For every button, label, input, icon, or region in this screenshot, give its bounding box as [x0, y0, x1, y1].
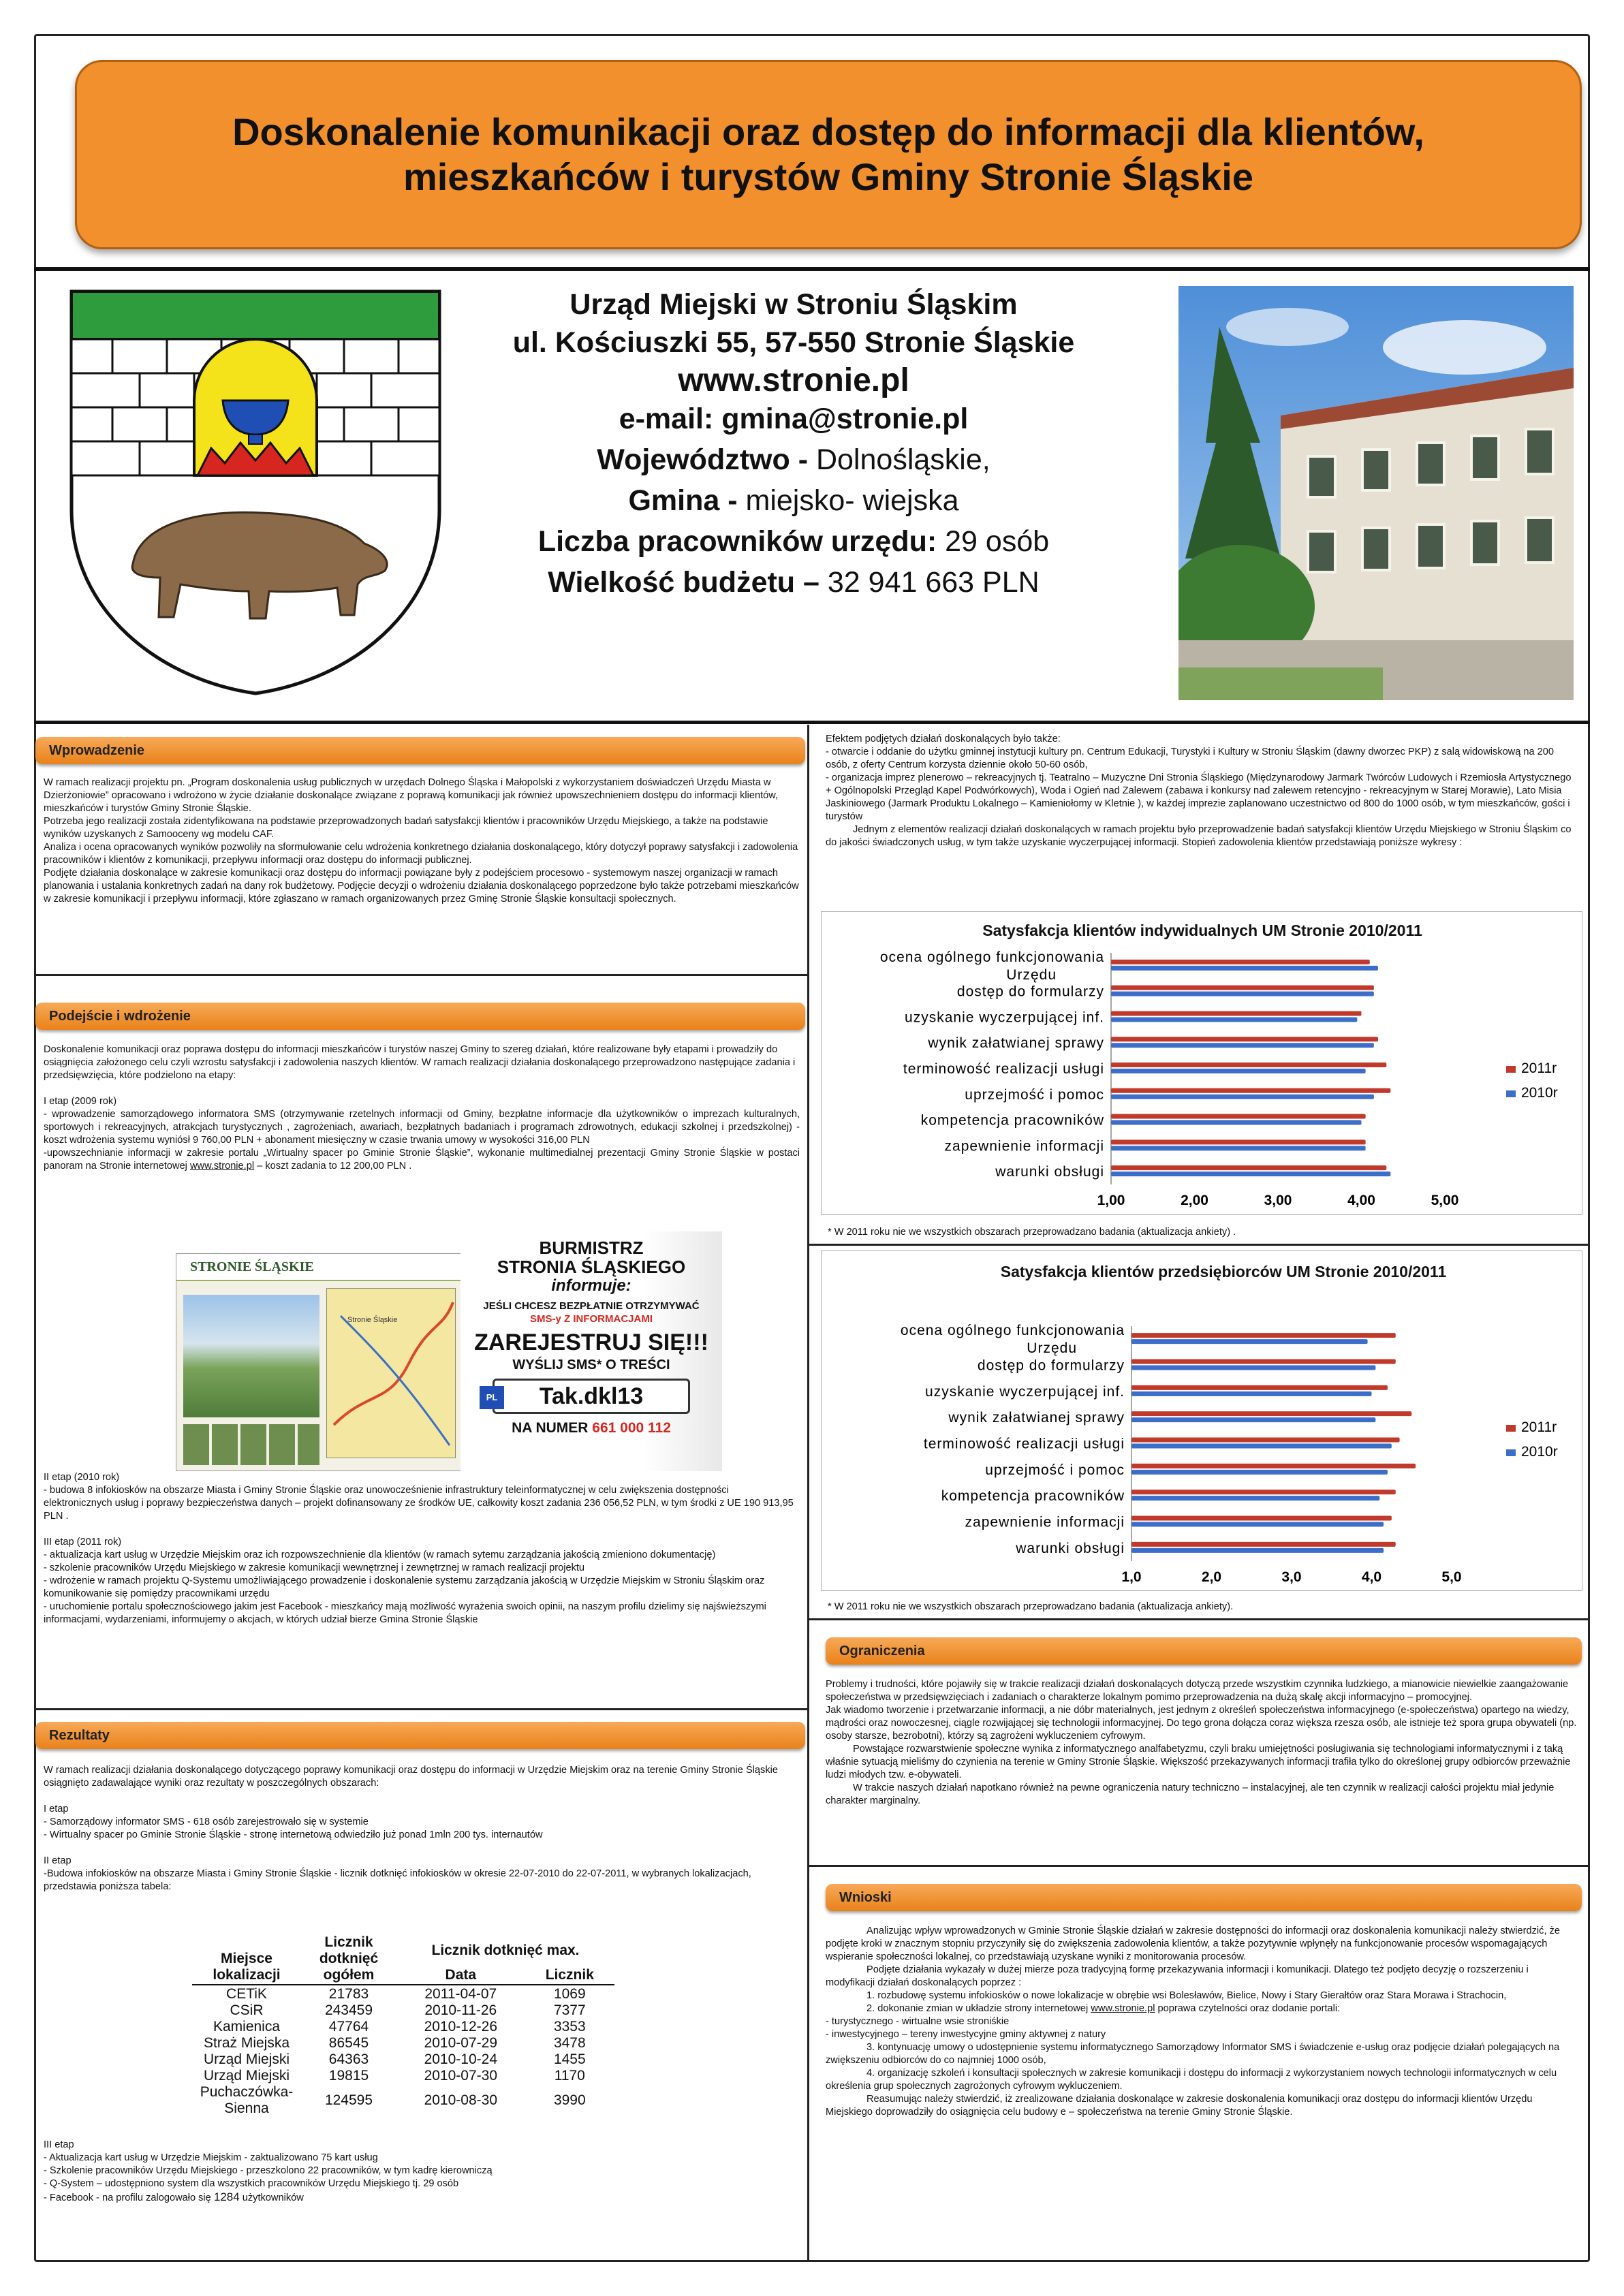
kiosk-table: [192, 1934, 614, 2117]
bar-2011r: [1131, 1438, 1400, 1443]
bar-2011r: [1111, 960, 1370, 964]
kiosk-cell-count: 7377: [553, 2002, 586, 2018]
kiosk-cell-total: 86545: [328, 2035, 369, 2051]
x-tick-label: 5,00: [1431, 1193, 1459, 1208]
category-label: ocena ogólnego funkcjonowania Urzędu: [879, 949, 1104, 983]
legend-swatch-2011r: [1506, 1066, 1516, 1073]
kiosk-cell-total: 124595: [324, 2092, 373, 2108]
category-label: uprzejmość i pomoc: [985, 1462, 1125, 1478]
results-stage3: III etap - Aktualizacja kart usług w Urzędzie Miejskim - zaktualizowano 75 kart usług - Szkolenie pracowników Urzędu Miejskiego - przeszkolono 22 pracowników, w tym kadrę kierowniczą - Q-System – udostępniono system dla wszystkich pracowników Urzędu Miejskiego tj. 29 osób - Facebook - na profilu zalogowało się 1284 użytkowników: [44, 2139, 493, 2203]
bar-2011r: [1111, 1037, 1378, 1041]
kiosk-row: [192, 1986, 614, 2002]
bar-2010r: [1131, 1496, 1379, 1500]
kiosk-cell-count: 1069: [553, 1986, 586, 2002]
legend-label: 2010r: [1521, 1085, 1558, 1101]
kiosk-cell-date: 2010-12-26: [424, 2019, 497, 2034]
conclusions-text: Analizując wpływ wprowadzonych w Gminie Stronie Śląskie działań w zakresie dostępności do informacji oraz doskonalenia komunikacji należy stwierdzić, że podjęte kroki w znacznym stopniu przyczyniły się do zwiększenia zadowolenia klientów, a także pozytywnie wpłynęły na funkcjonowanie procesów wspomagających wspieranie społeczności lokalnej, co przedstawiają uzyskane wyniki z monitorowania procesów. Podjęte działania wykazały w dużej mierze poza tradycyjną formę przekazywania informacji i komunikacji. Dlatego też podjęto decyzję o rozszerzeniu i modyfikacji działań doskonalących poprzez : 1. rozbudowę systemu infokiosków o nowe lokalizacje w obrębie wsi Bolesławów, Bielice, Nowy i Stary Gierałtów oraz Stara Morawa i Strachocin, 2. dokonanie zmian w układzie strony internetowej www.stronie.pl poprawa czytelności oraz dodanie portali: - turystycznego - wirtualne wsie stroniśkie - inwestycyjnego – tereny inwestycyjne gminy aktywnej z natury 3. kontynuację umowy o udostępnienie systemu informatycznego Samorządowy Informator SMS i świadczenie e-usług oraz podjęcie działań polegających na zwiększeniu odbiorców do co najmniej 1000 osób, 4. organizację szkoleń i konsultacji społecznych w zakresie komunikacji i dostępu do informacji z wykorzystaniem nowych technologii informatycznych w celu określenia grup społecznych zagrożonych cyfrowym wykluczeniem. Reasumując należy stwierdzić, iż zrealizowane działania doskonalące w zakresie doskonalenia komunikacji oraz dostępu do informacji klientów Urzędu Miejskiego doprowadziły do osiągnięcia celu budowy e – społeczeństwa na terenie Gminy Stronie Śląskie.: [826, 1925, 1560, 2118]
approach-text: Doskonalenie komunikacji oraz poprawa dostępu do informacji mieszkańców i turystów naszej Gminy to szereg działań, które realizowane były etapami i prowadziły do osiągnięcia założonego celu czyli wzrostu satysfakcji i zadowolenia naszych klientów. W ramach realizacji działania doskonalącego przeprowadzono następujące zadania i przedsięwzięcia, które podzielono na etapy: I etap (2009 rok) - wprowadzenie samorządowego informatora SMS (otrzymywanie rzetelnych informacji od Gminy, bezpłatne informacje dla użytkowników o imprezach kulturalnych, sportowych i rekreacyjnych, atrakcjach turystycznych , zagrożeniach, awariach, bezpłatnych badaniach i programach zdrowotnych, edukacji szkolnej i przedszkolnej) - koszt wdrożenia systemu wyniósł 9 760,00 PLN + abonament miesięczny w czasie trwania umowy w wysokości 316,00 PLN -upowszechnianie informacji w zakresie portalu „Wirtualny spacer po Gminie Stronie Śląskie”, wykonanie multimedialnej prezentacji Gminy Stronie Śląskie w postaci panoram na Stronie internetowej www.stronie.pl – koszt zadania to 12 200,00 PLN .: [44, 1044, 800, 1171]
divider-top: [34, 267, 1590, 271]
legend-swatch-2010r: [1506, 1090, 1516, 1097]
category-label: dostęp do formularzy: [977, 1357, 1125, 1374]
voivodeship-row: Województwo - Dolnośląskie,: [597, 443, 990, 476]
kiosk-cell-place: CSiR: [230, 2002, 264, 2018]
approach-stages: II etap (2010 rok) - budowa 8 infokiosków na obszarze Miasta i Gminy Stronie Śląskie oraz unowocześnienie infrastruktury teleinformatycznej w celu zwiększenia dostępności elektronicznych usług i poprawy bezpieczeństwa danych – projekt dofinansowany ze środków UE, całkowity koszt zadania 236 056,52 PLN, w tym środki z UE 190 913,95 PLN . III etap (2011 rok) - aktualizacja kart usług w Urzędzie Miejskim oraz ich rozpowszechnienie dla klientów (w ramach sytemu zarządzania jakością zmieniono dokumentację) - szkolenie pracowników Urzędu Miejskiego w zakresie komunikacji wewnętrznej i zewnętrznej w ramach realizacji projektu - wdrożenie w ramach projektu Q-Systemu umożliwiającego prowadzenie i doskonalenie systemu zarządzania jakością w Urzędzie Miejskim w Stroniu Śląskim oraz komunikowanie się pomiędzy pracownikami urzędu - uruchomienie portalu społecznościowego jakim jest Facebook - mieszkańcy mają możliwość wyrażenia swoich opinii, na naszym profilu dzielimy się najświeższymi informacjami, wydarzeniami, informujemy o akcjach, w których udział bierze Gmina Stronie Śląskie: [44, 1472, 794, 1625]
x-tick-label: 1,00: [1097, 1193, 1125, 1208]
th-total: Licznik dotknięć ogółem: [319, 1934, 379, 1983]
bar-2010r: [1111, 992, 1374, 996]
category-label: warunki obsługi: [995, 1164, 1104, 1180]
office-info: [443, 286, 1144, 602]
kiosk-cell-place: Kamienica: [213, 2019, 281, 2034]
bar-2010r: [1131, 1339, 1368, 1344]
bar-2010r: [1131, 1391, 1372, 1396]
bar-2010r: [1111, 1069, 1366, 1073]
kiosk-cell-date: 2010-11-26: [424, 2002, 497, 2018]
chart1-title: Satysfakcja klientów indywidualnych UM Stronie 2010/2011: [982, 922, 1422, 939]
kiosk-row: [192, 2084, 614, 2117]
right-divider-3: [809, 1865, 1590, 1867]
bar-2010r: [1111, 1171, 1390, 1176]
effects-text: Efektem podjętych działań doskonalących było także: - otwarcie i oddanie do użytku gminnej instytucji kultury pn. Centrum Edukacji, Turystyki i Kultury w Stroniu Śląskim (dawny dworzec PKP) z salą widowiskową na 200 osób, z oferty Centrum korzysta dziennie około 50-60 osób, - organizacja imprez plenerowo – rekreacyjnych tj. Teatralno – Muzyczne Dni Stronia Śląskiego (Międzynarodowy Jarmark Twórców Ludowych i Rzemiosła Artystycznego + Ogólnopolski Przegląd Kapel Podwórkowych), Woda i Ogień nad Zalewem (zabawa i konkursy nad zalewem retencyjno - rekreacyjnym w Starej Morawie), Lato Misia Jaskiniowego (Jarmark Produktu Lokalnego – Kamieniołomy w Kletnie ), w każdej imprezie zaplanowano uczestnictwo od 800 do 1000 osób, w tym mieszkańców, gości i turystów Jednym z elementów realizacji działań doskonalących w ramach projektu było przeprowadzenie badań satysfakcji klientów Urzędu Miejskiego w Stroniu Śląskim co do jakości świadczonych usług, w tym także uzyskanie wyczerpującej informacji. Stopień zadowolenia klientów przedstawiają poniższe wykresy :: [826, 734, 1572, 848]
category-label: terminowość realizacji usługi: [903, 1061, 1104, 1077]
kiosk-row: [192, 2002, 614, 2019]
kiosk-row: [192, 2019, 614, 2035]
legend-label: 2011r: [1521, 1419, 1557, 1435]
bar-2010r: [1131, 1522, 1384, 1527]
map-view: Stronie Śląskie: [326, 1288, 456, 1458]
divider-middle: [34, 721, 1590, 724]
budget-row: Wielkość budżetu – 32 941 663 PLN: [548, 566, 1040, 599]
kiosk-row: [192, 2051, 614, 2068]
bar-2010r: [1131, 1417, 1375, 1422]
category-label: terminowość realizacji usługi: [923, 1436, 1125, 1452]
sms-code: Tak.dkl13: [539, 1383, 644, 1409]
kiosk-cell-count: 3990: [553, 2092, 586, 2108]
sms-advert: BURMISTRZ STRONIA ŚLĄSKIEGO informuje: JEŚLI CHCESZ BEZPŁATNIE OTRZYMYWAĆ SMS-y Z INFORMACJAMI ZAREJESTRUJ SIĘ!!! WYŚLIJ SMS* O TREŚCI PL Tak.dkl13 NA NUMER 661 000 112: [460, 1231, 722, 1471]
x-tick-label: 2,0: [1201, 1569, 1222, 1585]
kiosk-cell-place: Urząd Miejski: [203, 2068, 290, 2083]
bar-2010r: [1131, 1470, 1388, 1475]
bar-2011r: [1111, 1011, 1362, 1016]
virtual-walk-screenshot: [176, 1253, 463, 1471]
coat-of-arms: [65, 285, 446, 699]
kiosk-cell-date: 2010-07-29: [424, 2035, 497, 2051]
kiosk-cell-total: 243459: [324, 2002, 373, 2018]
legend-label: 2010r: [1521, 1444, 1558, 1460]
legend-label: 2011r: [1521, 1060, 1557, 1076]
chart2-title: Satysfakcja klientów przedsiębiorców UM Stronie 2010/2011: [1000, 1263, 1447, 1280]
chart1-note: * W 2011 roku nie we wszystkich obszarach przeprowadzano badania (aktualizacja ankiety) .: [828, 1227, 1236, 1238]
bar-2010r: [1111, 1043, 1374, 1048]
kiosk-cell-place: Straż Miejska: [203, 2035, 290, 2051]
category-label: zapewnienie informacji: [965, 1514, 1125, 1530]
th-date: Data: [445, 1967, 477, 1983]
bar-2011r: [1111, 1165, 1386, 1170]
results-heading: Rezultaty: [35, 1722, 805, 1749]
column-divider: [807, 725, 809, 2262]
bar-2011r: [1131, 1464, 1416, 1468]
th-count: Licznik: [545, 1967, 594, 1983]
bar-2010r: [1111, 1095, 1374, 1099]
left-divider-1: [34, 974, 807, 976]
category-label: ocena ogólnego funkcjonowania Urzędu: [900, 1323, 1125, 1357]
website-link[interactable]: www.stronie.pl: [678, 362, 909, 398]
bar-2011r: [1131, 1411, 1411, 1416]
kiosk-cell-total: 21783: [328, 1986, 369, 2002]
portal-logo: STRONIE ŚLĄSKIE: [190, 1259, 314, 1274]
kiosk-cell-total: 47764: [328, 2019, 369, 2034]
th-place: Miejsce lokalizacji: [213, 1951, 281, 1983]
th-max: Licznik dotknięć max.: [431, 1943, 580, 1958]
right-divider-2: [809, 1618, 1590, 1620]
category-label: uzyskanie wyczerpującej inf.: [905, 1009, 1104, 1026]
legend-swatch-2011r: [1506, 1425, 1516, 1432]
bar-2011r: [1131, 1359, 1396, 1364]
category-label: warunki obsługi: [1016, 1540, 1125, 1556]
bar-2010r: [1131, 1444, 1392, 1449]
bar-2010r: [1111, 1120, 1362, 1125]
kiosk-cell-count: 3353: [553, 2019, 586, 2034]
bar-2011r: [1131, 1542, 1396, 1547]
category-label: kompetencja pracowników: [941, 1488, 1125, 1505]
kiosk-cell-total: 64363: [328, 2051, 369, 2067]
email-link[interactable]: e-mail: gmina@stronie.pl: [619, 403, 969, 435]
category-label: uzyskanie wyczerpującej inf.: [925, 1383, 1125, 1400]
kiosk-cell-count: 3478: [553, 2035, 586, 2051]
title-banner: [75, 60, 1582, 249]
x-tick-label: 3,0: [1281, 1569, 1302, 1585]
kiosk-cell-total: 19815: [328, 2068, 369, 2083]
category-label: kompetencja pracowników: [920, 1112, 1104, 1129]
conclusions-heading: Wnioski: [826, 1884, 1582, 1911]
bar-2011r: [1111, 1063, 1386, 1067]
category-label: dostęp do formularzy: [956, 984, 1104, 1000]
limits-text: Problemy i trudności, które pojawiły się w trakcie realizacji działań doskonalących dotyczą przede wszystkim czynnika ludzkiego, a mianowicie niewielkie zaangażowanie społeczeństwa w przedsięwzięciach i zadaniach o charakterze lokalnym pomimo przeprowadzenia na dużą skalę akcji informacyjno – promocyjnej. Jak wiadomo tworzenie i przetwarzanie informacji, a nie dóbr materialnych, jest jednym z określeń społeczeństwa informacyjnego (e-społeczeństwa) opartego na wiedzy, mądrości oraz nowoczesnej, ciągle rozwijającej się technologii informacyjnej. Do tego grona dołącza coraz większa rzesza osób, ale istnieje też spora grupa obywateli (np. osoby starsze, bezrobotni), którzy są zagrożeni wykluczeniem cyfrowym. Powstające rozwarstwienie społeczne wynika z informatycznego analfabetyzmu, czyli braku umiejętności posługiwania się technologiami informatycznymi i z taką właśnie sytuacją mieliśmy do czynienia na terenie w Gminy Stronie Śląskie. Większość przekazywanych informacji trafiła tylko do określonej grupy odbiorców przeważnie ludzi młodych tzw. e-obywateli. W trakcie naszych działań napotkano również na pewne ograniczenia natury techniczno – instalacyjnej, ale ten czynnik w realizacji całości projektu miał jedynie charakter marginalny.: [826, 1679, 1577, 1806]
stronie-link-2[interactable]: www.stronie.pl: [1091, 2003, 1155, 2014]
title-line-1: Doskonalenie komunikacji oraz dostęp do informacji dla klientów,: [232, 110, 1424, 153]
category-label: wynik załatwianej sprawy: [948, 1410, 1125, 1426]
category-label: zapewnienie informacji: [944, 1138, 1104, 1154]
right-divider-1: [809, 1244, 1590, 1246]
kiosk-cell-place: Puchaczówka-Sienna: [200, 2084, 294, 2116]
x-tick-label: 3,00: [1264, 1193, 1292, 1208]
gmina-row: Gmina - miejsko- wiejska: [628, 484, 959, 517]
bar-2011r: [1131, 1333, 1396, 1338]
bar-2011r: [1131, 1385, 1388, 1390]
title-line-2: mieszkańców i turystów Gminy Stronie Śląskie: [403, 155, 1253, 198]
limits-heading: Ograniczenia: [826, 1637, 1582, 1665]
stronie-link[interactable]: www.stronie.pl: [190, 1161, 255, 1171]
kiosk-row: [192, 2068, 614, 2084]
x-tick-label: 2,00: [1181, 1193, 1208, 1208]
left-divider-2: [34, 1708, 807, 1710]
x-tick-label: 1,0: [1121, 1569, 1142, 1585]
category-label: wynik załatwianej sprawy: [928, 1035, 1104, 1052]
kiosk-cell-date: 2011-04-07: [424, 1986, 497, 2002]
kiosk-cell-place: Urząd Miejski: [203, 2051, 290, 2067]
chart2-note: * W 2011 roku nie we wszystkich obszarach przeprowadzano badania (aktualizacja ankiety).: [828, 1601, 1234, 1612]
office-address: ul. Kościuszki 55, 57-550 Stronie Śląskie: [512, 326, 1075, 359]
approach-heading: Podejście i wdrożenie: [35, 1003, 805, 1030]
kiosk-cell-place: CETiK: [226, 1986, 267, 2002]
crest-green-band: [72, 292, 439, 339]
kiosk-cell-count: 1455: [553, 2051, 586, 2067]
staff-row: Liczba pracowników urzędu: 29 osób: [537, 525, 1050, 558]
legend-swatch-2010r: [1506, 1449, 1516, 1456]
bar-2010r: [1111, 1017, 1357, 1022]
x-tick-label: 5,0: [1441, 1569, 1462, 1585]
bar-2011r: [1111, 986, 1374, 990]
intro-heading: Wprowadzenie: [35, 737, 805, 764]
office-name: Urząd Miejski w Stroniu Śląskim: [569, 288, 1018, 321]
category-label: uprzejmość i pomoc: [965, 1086, 1104, 1103]
bar-2011r: [1131, 1490, 1396, 1494]
kiosk-cell-count: 1170: [554, 2068, 585, 2083]
results-text: W ramach realizacji działania doskonalącego dotyczącego poprawy komunikacji oraz dostępu do informacji w Urzędzie Miejskim oraz na terenie Gminy Stronie Śląskie osiągnięto zadawalające wyniki oraz rezultaty w poszczególnych obszarach: I etap - Samorządowy informator SMS - 618 osób zarejestrowało się w systemie - Wirtualny spacer po Gminie Stronie Śląskie - stronę internetową odwiedziło już ponad 1mln 200 tys. internautów II etap -Budowa infokiosków na obszarze Miasta i Gminy Stronie Śląskie - licznik dotknięć infokiosków w okresie 22-07-2010 do 22-07-2011, w wybranych lokalizacjach, przedstawia poniższa tabela:: [44, 1765, 778, 1892]
bar-2011r: [1111, 1114, 1366, 1119]
bar-2011r: [1131, 1516, 1392, 1521]
x-tick-label: 4,00: [1347, 1193, 1375, 1208]
bar-2010r: [1111, 966, 1378, 971]
chart-business: [821, 1251, 1582, 1591]
kiosk-cell-date: 2010-10-24: [424, 2051, 497, 2067]
bar-2011r: [1111, 1088, 1390, 1093]
bar-2010r: [1131, 1366, 1375, 1370]
kiosk-row: [192, 2035, 614, 2051]
sms-number: 661 000 112: [592, 1420, 671, 1436]
town-hall-photo: [1178, 286, 1574, 700]
bar-2010r: [1111, 1146, 1366, 1150]
kiosk-cell-date: 2010-08-30: [424, 2092, 497, 2108]
bar-2010r: [1131, 1548, 1384, 1553]
chart-individual: [821, 911, 1582, 1215]
intro-text: W ramach realizacji projektu pn. „Program doskonalenia usług publicznych w urzędach Dolnego Śląska i Małopolski z wykorzystaniem doświadczeń Urzędu Miasta w Dzierżoniowie” opracowano i wdrożono w życie działanie doskonalące związane z poprawą komunikacji jak również upowszechnieniem dostępu do informacji klientów, mieszkańców i turystów Gminy Stronie Śląskie. Potrzeba jego realizacji została zidentyfikowana na podstawie przeprowadzonych badań satysfakcji klientów i pracowników Urzędu Miejskiego, a także na podstawie wyników uzyskanych z Samooceny wg modelu CAF. Analiza i ocena opracowanych wyników pozwoliły na sformułowanie celu wdrożenia konkretnego działania doskonalącego, który dotyczył poprawy satysfakcji i zadowolenia pracowników i klientów z komunikacji, przepływu informacji oraz dostępu do informacji publicznej. Podjęte działania doskonalące w zakresie komunikacji oraz dostępu do informacji powiązane były z podejściem procesowo - systemowym naszej organizacji w ramach planowania i ustalania konkretnych zadań na dany rok budżetowy. Podjęcie decyzji o wdrożeniu działania doskonalącego poprzedzone było także potrzebami mieszkańców w zakresie komunikacji i przepływu informacji, które zgłaszano w ramach organizowanych przez Gminę Stronie Śląskie konsultacji społecznych.: [44, 777, 799, 905]
pl-badge: PL: [480, 1386, 504, 1409]
kiosk-cell-date: 2010-07-30: [424, 2068, 497, 2083]
x-tick-label: 4,0: [1361, 1569, 1382, 1585]
panorama-view: [183, 1295, 319, 1417]
bar-2011r: [1111, 1139, 1366, 1144]
